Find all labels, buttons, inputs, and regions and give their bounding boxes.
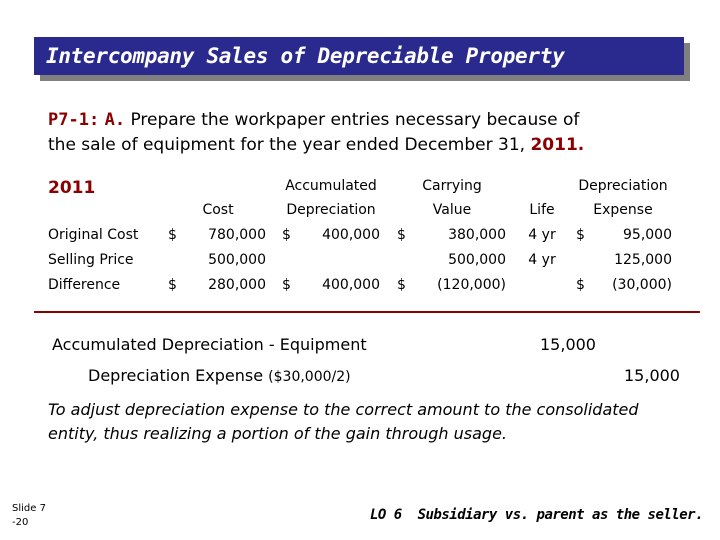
header-carry-2: Value [432,202,472,218]
credit-line [88,366,351,385]
cost-value: 280,000 [208,277,266,293]
dep-value: (30,000) [612,277,672,293]
row-label: Selling Price [48,252,134,268]
problem-statement [48,108,584,158]
carry-sign: $ [397,277,406,293]
header-life: Life [529,202,555,218]
debit-amount: 15,000 [540,335,596,354]
carry-sign: $ [397,227,406,243]
slide-number [12,502,46,530]
credit-amount: 15,000 [624,366,680,385]
header-carry-1: Carrying [422,178,482,194]
header-accum-2: Depreciation [286,202,376,218]
accum-value: 400,000 [322,227,380,243]
title-bar [34,37,684,75]
row-label: Difference [48,277,121,293]
problem-part: A. [104,110,126,130]
life-value: 4 yr [528,252,556,268]
problem-text-1: Prepare the workpaper entries necessary because of [130,110,580,130]
life-value: 4 yr [528,227,556,243]
dep-value: 95,000 [623,227,672,243]
header-dep-2: Expense [593,202,653,218]
carry-value: (120,000) [437,277,506,293]
problem-line-1 [48,108,584,133]
dep-sign: $ [576,227,585,243]
carry-value: 500,000 [448,252,506,268]
credit-note: ($30,000/2) [268,369,351,385]
accum-value: 400,000 [322,277,380,293]
cost-sign: $ [168,227,177,243]
footer-lo: LO 6 [370,507,402,523]
dep-sign: $ [576,277,585,293]
schedule-year: 2011 [48,178,96,198]
slide-number-line-2: -20 [12,517,29,528]
problem-line-2 [48,133,584,158]
cost-value: 780,000 [208,227,266,243]
problem-year: 2011. [530,135,585,155]
dep-value: 125,000 [614,252,672,268]
section-divider [34,311,700,313]
row-label: Original Cost [48,227,139,243]
carry-value: 380,000 [448,227,506,243]
credit-account: Depreciation Expense [88,366,264,385]
accum-sign: $ [282,227,291,243]
footer-objective [370,507,703,523]
header-accum-1: Accumulated [285,178,377,194]
accum-sign: $ [282,277,291,293]
header-cost: Cost [202,202,234,218]
slide-title: Intercompany Sales of Depreciable Property [46,44,565,68]
slide-number-line-1: Slide 7 [12,503,46,514]
footer-text: Subsidiary vs. parent as the seller. [417,507,704,523]
problem-text-2: the sale of equipment for the year ended December 31, [48,135,526,155]
debit-account: Accumulated Depreciation - Equipment [52,335,367,354]
cost-value: 500,000 [208,252,266,268]
cost-sign: $ [168,277,177,293]
entry-explanation: To adjust depreciation expense to the correct amount to the consolidated entity, thus realizing a portion of the gain through usage. [48,400,639,443]
header-dep-1: Depreciation [578,178,668,194]
problem-code: P7-1: [48,110,100,130]
